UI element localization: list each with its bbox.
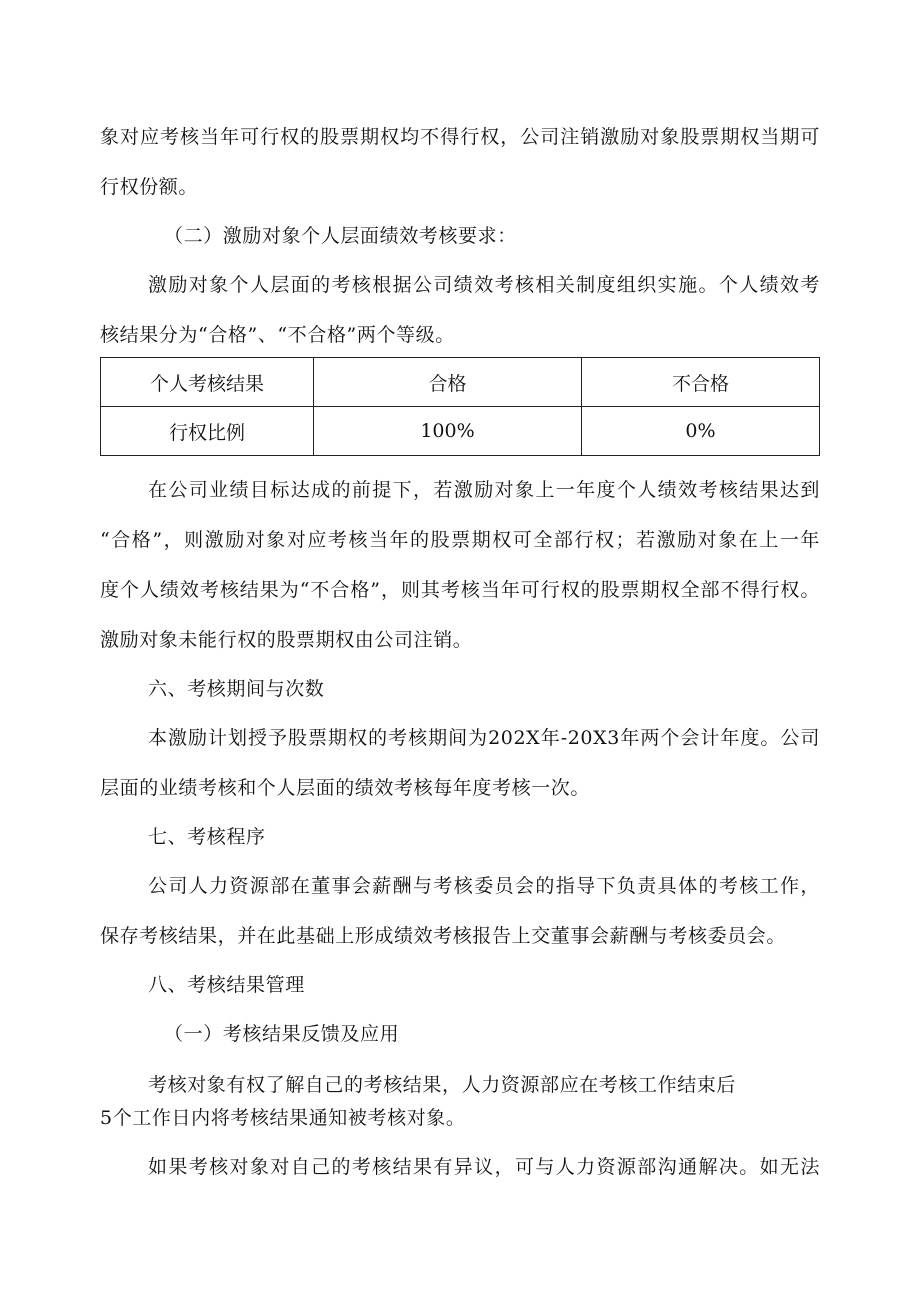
section-heading: 六、考核期间与次数 bbox=[148, 678, 325, 700]
paragraph-line: 5个工作日内将考核结果通知被考核对象。 bbox=[100, 1107, 466, 1129]
section-subheading: （二）激励对象个人层面绩效考核要求： bbox=[164, 225, 517, 247]
paragraph-line: 激励对象个人层面的考核根据公司绩效考核相关制度组织实施。个人绩效考 bbox=[148, 274, 820, 296]
paragraph-line: 考核对象有权了解自己的考核结果，人力资源部应在考核工作结束后 bbox=[148, 1074, 737, 1096]
table-header-row bbox=[101, 358, 820, 407]
grade-table bbox=[100, 357, 820, 456]
paragraph-line: 保存考核结果，并在此基础上形成绩效考核报告上交董事会薪酬与考核委员会。 bbox=[100, 925, 787, 947]
table-cell: 行权比例 bbox=[101, 407, 314, 456]
section-subheading: （一）考核结果反馈及应用 bbox=[164, 1023, 400, 1045]
paragraph-line: 公司人力资源部在董事会薪酬与考核委员会的指导下负责具体的考核工作， bbox=[148, 875, 820, 897]
paragraph-line: “合格”，则激励对象对应考核当年的股票期权可全部行权；若激励对象在上一年 bbox=[100, 529, 820, 551]
table-cell: 合格 bbox=[314, 358, 582, 407]
table-row bbox=[101, 407, 820, 456]
paragraph-line: 度个人绩效考核结果为“不合格”，则其考核当年可行权的股票期权全部不得行权。 bbox=[100, 579, 820, 601]
section-heading: 七、考核程序 bbox=[148, 826, 266, 848]
paragraph-line: 象对应考核当年可行权的股票期权均不得行权，公司注销激励对象股票期权当期可 bbox=[100, 126, 820, 148]
paragraph-line: 在公司业绩目标达成的前提下，若激励对象上一年度个人绩效考核结果达到 bbox=[148, 479, 820, 501]
paragraph-line: 层面的业绩考核和个人层面的绩效考核每年度考核一次。 bbox=[100, 777, 591, 799]
paragraph-line: 如果考核对象对自己的考核结果有异议，可与人力资源部沟通解决。如无法 bbox=[148, 1156, 820, 1178]
table-cell: 0% bbox=[582, 407, 820, 456]
table-cell: 不合格 bbox=[582, 358, 820, 407]
paragraph-line: 核结果分为“合格”、“不合格”两个等级。 bbox=[100, 324, 455, 346]
paragraph-line: 激励对象未能行权的股票期权由公司注销。 bbox=[100, 629, 473, 651]
section-heading: 八、考核结果管理 bbox=[148, 974, 305, 996]
table-cell: 个人考核结果 bbox=[101, 358, 314, 407]
paragraph-line: 本激励计划授予股票期权的考核期间为202X年-20X3年两个会计年度。公司 bbox=[148, 727, 820, 749]
paragraph-line: 行权份额。 bbox=[100, 176, 199, 198]
table-cell: 100% bbox=[314, 407, 582, 456]
